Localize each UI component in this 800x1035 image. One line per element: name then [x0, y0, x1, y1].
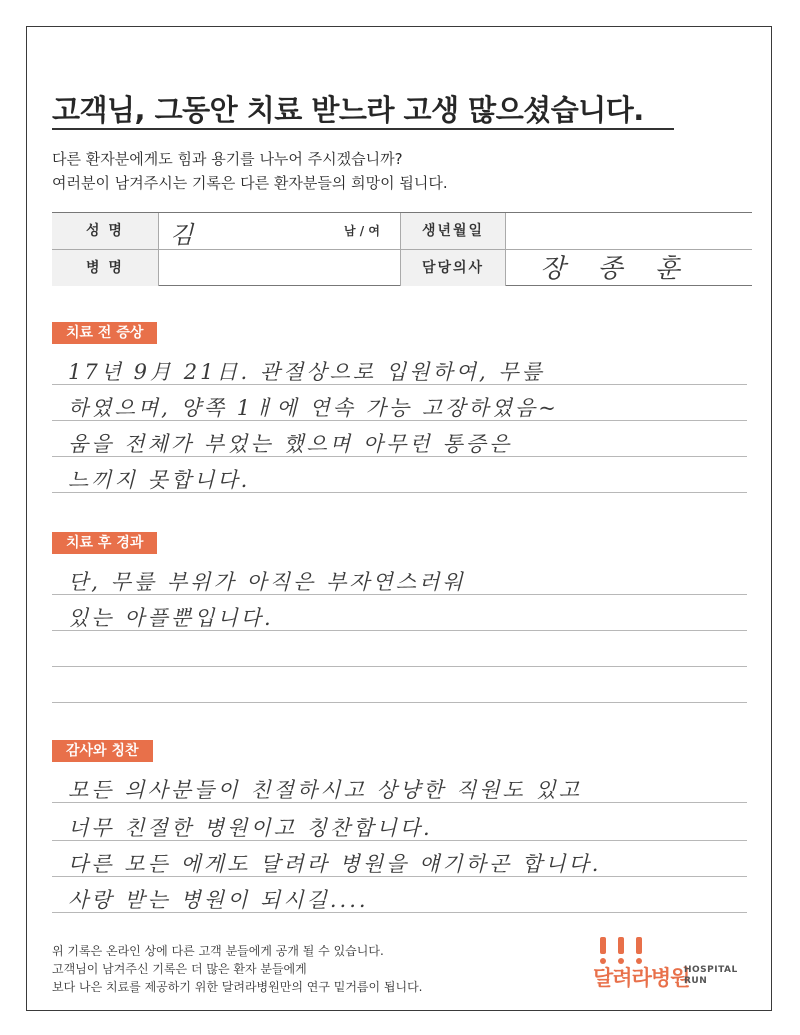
- disease-label: 병 명: [52, 250, 158, 286]
- thanks-text-line-3[interactable]: 다른 모든 에게도 달려라 병원을 얘기하곤 합니다.: [68, 852, 602, 876]
- after-text-line-2[interactable]: 있는 아플뿐입니다.: [68, 606, 274, 630]
- thanks-text-line-1[interactable]: 모든 의사분들이 친절하시고 상냥한 직원도 있고: [68, 778, 583, 802]
- after-text-line-1[interactable]: 단, 무릎 부위가 아직은 부자연스러워: [68, 570, 466, 594]
- title-underline: [52, 128, 674, 130]
- divider: [505, 213, 506, 249]
- gender-label[interactable]: 남 / 여: [344, 224, 380, 238]
- footer-line-1: 위 기록은 온라인 상에 다른 고객 분들에게 공개 될 수 있습니다.: [52, 944, 384, 958]
- doctor-label: 담당의사: [401, 250, 505, 286]
- logo-sub-run: RUN: [684, 976, 708, 986]
- divider: [158, 213, 159, 249]
- thanks-text-line-4[interactable]: 사랑 받는 병원이 되시길....: [68, 888, 369, 912]
- section-label-before: 치료 전 증상: [52, 322, 157, 344]
- section-label-thanks: 감사와 칭찬: [52, 740, 153, 762]
- before-text-line-2[interactable]: 하였으며, 양쪽 1ㅐ에 연속 가능 고장하였음~: [68, 396, 559, 420]
- info-row-name: [52, 213, 752, 249]
- ruled-line: [52, 666, 747, 667]
- patient-info-table: [52, 212, 752, 286]
- intro-line-2: 여러분이 남겨주시는 기록은 다른 환자분들의 희망이 됩니다.: [52, 174, 448, 192]
- ruled-line: [52, 702, 747, 703]
- before-text-line-1[interactable]: 17년 9月 21日. 관절상으로 입원하여, 무릎: [68, 360, 545, 384]
- doctor-field[interactable]: 장 종 훈: [540, 254, 692, 284]
- footer-line-3: 보다 나은 치료를 제공하기 위한 달려라병원만의 연구 밑거름이 됩니다.: [52, 980, 423, 994]
- section-label-after: 치료 후 경과: [52, 532, 157, 554]
- logo-name: 달려라병원: [593, 966, 690, 990]
- divider: [505, 250, 506, 286]
- page-title: 고객님, 그동안 치료 받느라 고생 많으셨습니다.: [52, 93, 644, 127]
- info-row-disease: [52, 249, 752, 286]
- footer-line-2: 고객님이 남겨주신 기록은 더 많은 환자 분들에게: [52, 962, 307, 976]
- birth-label: 생년월일: [401, 213, 505, 249]
- before-text-line-3[interactable]: 움을 전체가 부었는 했으며 아무런 통증은: [68, 432, 513, 456]
- name-field[interactable]: 김: [170, 221, 194, 249]
- thanks-text-line-2[interactable]: 너무 친절한 병원이고 칭찬합니다.: [68, 816, 433, 840]
- before-text-line-4[interactable]: 느끼지 못합니다.: [68, 468, 251, 492]
- intro-line-1: 다른 환자분에게도 힘과 용기를 나누어 주시겠습니까?: [52, 150, 403, 168]
- name-label: 성 명: [52, 213, 158, 249]
- logo-sub-hospital: HOSPITAL: [684, 965, 738, 975]
- hospital-logo: [586, 936, 756, 998]
- divider: [158, 250, 159, 286]
